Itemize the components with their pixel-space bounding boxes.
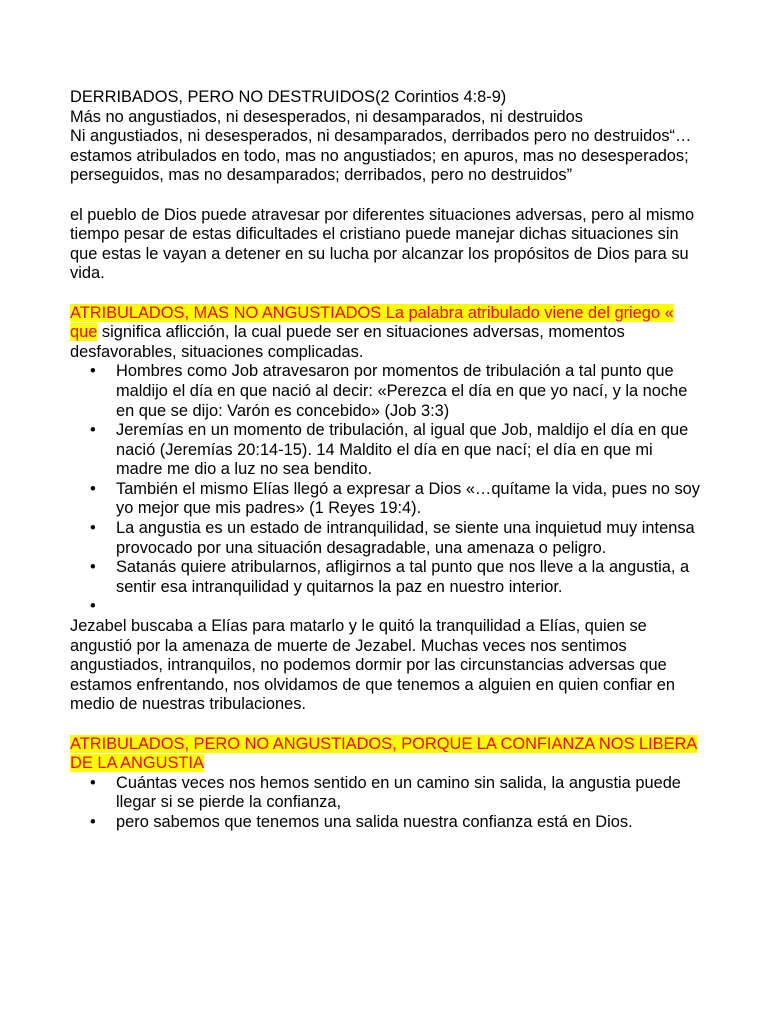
bullet-icon: • bbox=[90, 773, 96, 792]
list-item-empty bbox=[70, 597, 700, 617]
list-item bbox=[70, 774, 700, 813]
section-1-bullet-list bbox=[70, 362, 700, 617]
list-item bbox=[70, 519, 700, 558]
bullet-icon: • bbox=[90, 421, 96, 440]
section-1-intro-text: significa aflicción, la cual puede ser en situaciones adversas, momentos desfavorables, situaciones complicadas. bbox=[70, 323, 625, 361]
list-item-text: La angustia es un estado de intranquilidad, se siente una inquietud muy intensa provocado por una situación desagradable, una amenaza o peligro. bbox=[116, 519, 695, 557]
bullet-icon: • bbox=[90, 519, 96, 538]
section-2-heading bbox=[70, 735, 700, 774]
list-item bbox=[70, 813, 700, 833]
list-item-text: Jeremías en un momento de tribulación, al igual que Job, maldijo el día en que nació (Jeremías 20:14-15). 14 Maldito el día en que nací; el día en que mi madre me dio a luz no sea bendito. bbox=[116, 421, 689, 479]
blank-line bbox=[70, 715, 700, 735]
section-2-heading-highlight: ATRIBULADOS, PERO NO ANGUSTIADOS, PORQUE LA CONFIANZA NOS LIBERA DE LA ANGUSTIA bbox=[70, 734, 698, 773]
list-item-text: Satanás quiere atribularnos, afligirnos a tal punto que nos lleve a la angustia, a sentir esa intranquilidad y quitarnos la paz en nuestro interior. bbox=[116, 558, 690, 596]
bullet-icon: • bbox=[90, 362, 96, 381]
title-line: DERRIBADOS, PERO NO DESTRUIDOS(2 Corintios 4:8-9) bbox=[70, 88, 507, 106]
list-item bbox=[70, 558, 700, 597]
paragraph-2: el pueblo de Dios puede atravesar por diferentes situaciones adversas, pero al mismo tiempo pesar de estas dificultades el cristiano puede manejar dichas situaciones sin que estas le vayan a detener en su lucha por alcanzar los propósitos de Dios para su vida. bbox=[70, 205, 695, 283]
list-item bbox=[70, 362, 700, 421]
list-item-text: pero sabemos que tenemos una salida nuestra confianza está en Dios. bbox=[116, 812, 633, 831]
bullet-icon: • bbox=[90, 558, 96, 577]
blank-line bbox=[70, 284, 700, 304]
section-1-heading-highlight: ATRIBULADOS, MAS NO ANGUSTIADOS La palabra atribulado viene del griego « que bbox=[70, 303, 674, 342]
section-2-bullet-list bbox=[70, 774, 700, 833]
section-1-intro bbox=[70, 304, 700, 363]
section-1-after-paragraph: Jezabel buscaba a Elías para matarlo y le quitó la tranquilidad a Elías, quien se angustió por la amenaza de muerte de Jezabel. Muchas veces nos sentimos angustiados, intranquilos, no podemos dormir por las circunstancias adversas que estamos enfrentando, nos olvidamos de que tenemos a alguien en quien confiar en medio de nuestras tribulaciones. bbox=[70, 617, 676, 714]
blank-line bbox=[70, 186, 700, 206]
document-page bbox=[70, 88, 700, 833]
bullet-icon: • bbox=[90, 597, 96, 616]
intro-paragraph: Ni angustiados, ni desesperados, ni desamparados, derribados pero no destruidos“…estamos atribulados en todo, mas no angustiados; en apuros, mas no desesperados; perseguidos, mas no desamparados; derribados, pero no destruidos” bbox=[70, 127, 692, 185]
bullet-icon: • bbox=[90, 812, 96, 831]
intro-line: Más no angustiados, ni desesperados, ni desamparados, ni destruidos bbox=[70, 107, 583, 126]
list-item-text: También el mismo Elías llegó a expresar a Dios «…quítame la vida, pues no soy yo mejor que mis padres» (1 Reyes 19:4). bbox=[116, 479, 700, 518]
list-item-text: Cuántas veces nos hemos sentido en un camino sin salida, la angustia puede llegar si se pierde la confianza, bbox=[116, 773, 681, 812]
list-item-text: Hombres como Job atravesaron por momentos de tribulación a tal punto que maldijo el día en que nació al decir: «Perezca el día en que yo nací, y la noche en que se dijo: Varón es concebido» (Job 3:3) bbox=[116, 362, 688, 420]
list-item bbox=[70, 421, 700, 480]
bullet-icon: • bbox=[90, 479, 96, 498]
list-item bbox=[70, 480, 700, 519]
